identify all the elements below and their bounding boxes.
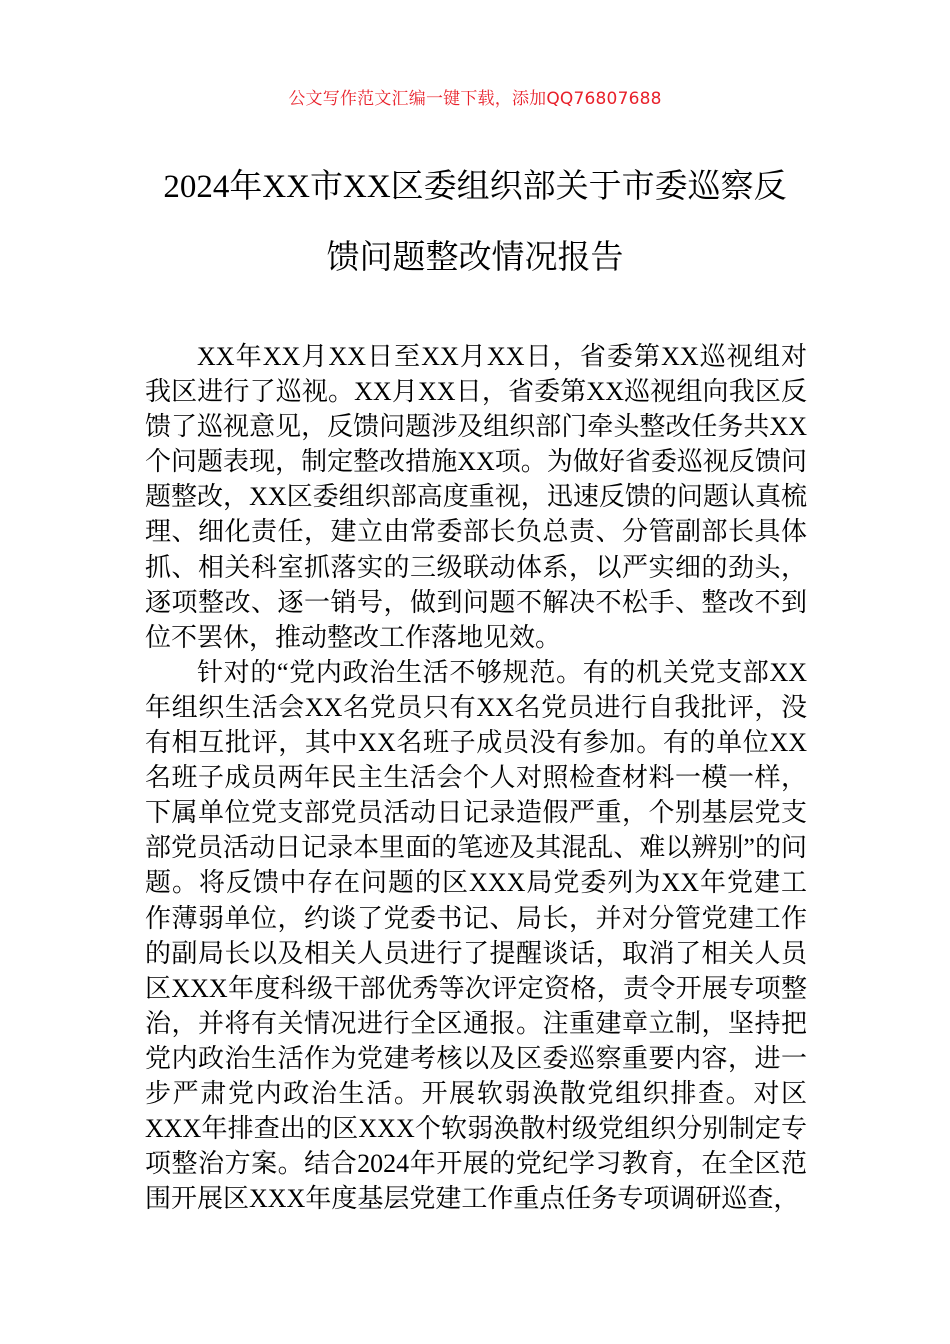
document-body bbox=[145, 339, 807, 1216]
download-banner: 公文写作范文汇编一键下载，添加QQ76807688 bbox=[288, 89, 662, 109]
document-title: 2024年XX市XX区委组织部关于市委巡察反馈问题整改情况报告 bbox=[163, 169, 787, 276]
paragraph-rectification: 针对的“党内政治生活不够规范。有的机关党支部XX年组织生活会XX名党员只有XX名党员进行自我批评，没有相互批评，其中XX名班子成员没有参加。有的单位XX名班子成员两年民主生活会个人对照检查材料一模一样，下属单位党支部党员活动日记录造假严重，个别基层党支部党员活动日记录本里面的笔迹及其混乱、难以辨别”的问题。将反馈中存在问题的区XXX局党委列为XX年党建工作薄弱单位，约谈了党委书记、局长，并对分管党建工作的副局长以及相关人员进行了提醒谈话，取消了相关人员区XXX年度科级干部优秀等次评定资格，责令开展专项整治，并将有关情况进行全区通报。注重建章立制，坚持把党内政治生活作为党建考核以及区委巡察重要内容，进一步严肃党内政治生活。开展软弱涣散党组织排查。对区XXX年排查出的区XXX个软弱涣散村级党组织分别制定专项整治方案。结合2024年开展的党纪学习教育，在全区范围开展区XXX年度基层党建工作重点任务专项调研巡查， bbox=[145, 657, 807, 1214]
paragraph-intro: XX年XX月XX日至XX月XX日，省委第XX巡视组对我区进行了巡视。XX月XX日，省委第XX巡视组向我区反馈了巡视意见，反馈问题涉及组织部门牵头整改任务共XX个问题表现，制定整改措施XX项。为做好省委巡视反馈问题整改，XX区委组织部高度重视，迅速反馈的问题认真梳理、细化责任，建立由常委部长负总责、分管副部长具体抓、相关科室抓落实的三级联动体系，以严实细的劲头，逐项整改、逐一销号，做到问题不解决不松手、整改不到位不罢休，推动整改工作落地见效。 bbox=[145, 342, 807, 652]
